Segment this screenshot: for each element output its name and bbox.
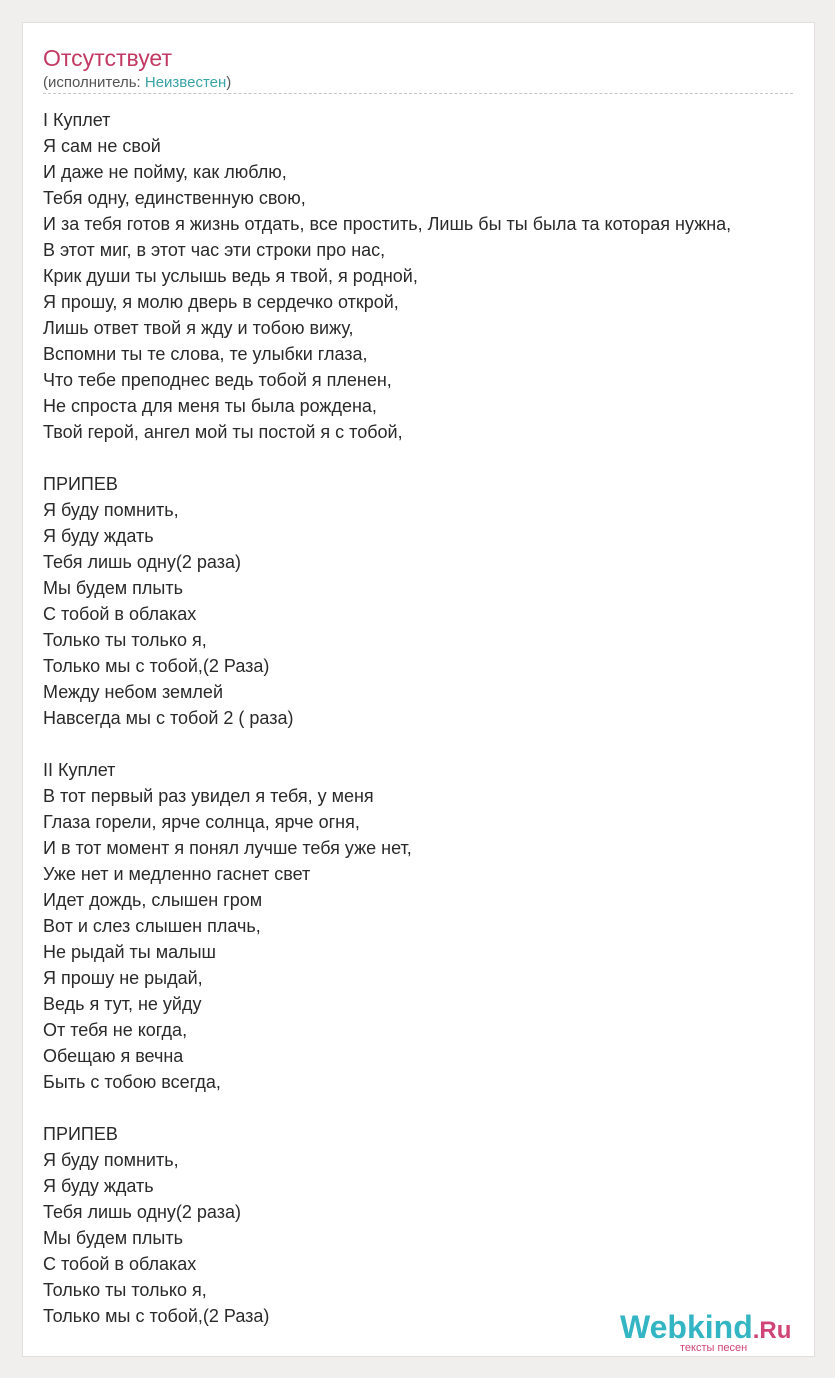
lyric-line: Я сам не свой bbox=[43, 136, 161, 156]
lyric-line: ПРИПЕВ bbox=[43, 474, 118, 494]
lyric-line: Между небом землей bbox=[43, 682, 223, 702]
lyric-line: Только мы с тобой,(2 Раза) bbox=[43, 1306, 270, 1326]
lyric-line bbox=[43, 1095, 815, 1121]
lyric-line: Мы будем плыть bbox=[43, 1228, 183, 1248]
artist-link[interactable]: Неизвестен bbox=[144, 74, 227, 91]
lyric-line: Я прошу, я молю дверь в сердечко открой, bbox=[43, 292, 399, 312]
logo-tagline: тексты песен bbox=[680, 1342, 748, 1354]
lyric-line bbox=[43, 445, 815, 471]
lyric-line: Только мы с тобой,(2 Раза) bbox=[43, 656, 270, 676]
title-divider bbox=[43, 93, 793, 94]
lyric-line: Не рыдай ты малыш bbox=[43, 942, 216, 962]
lyric-line: Не спроста для меня ты была рождена, bbox=[43, 396, 377, 416]
lyric-line: Ведь я тут, не уйду bbox=[43, 994, 202, 1014]
lyric-line: Я буду помнить, bbox=[43, 1150, 179, 1170]
lyric-line: Что тебе преподнес ведь тобой я пленен, bbox=[43, 370, 392, 390]
lyric-line: ПРИПЕВ bbox=[43, 1124, 118, 1144]
lyrics-text bbox=[43, 107, 815, 1329]
lyric-line: С тобой в облаках bbox=[43, 1254, 197, 1274]
lyric-line: В тот первый раз увидел я тебя, у меня bbox=[43, 786, 374, 806]
artist-prefix: (исполнитель: bbox=[43, 74, 145, 91]
lyric-line: II Куплет bbox=[43, 760, 116, 780]
lyric-line: Я прошу не рыдай, bbox=[43, 968, 203, 988]
lyric-line: Вспомни ты те слова, те улыбки глаза, bbox=[43, 344, 368, 364]
lyric-line: В этот миг, в этот час эти строки про нас, bbox=[43, 240, 386, 260]
logo-suffix-text: .Ru bbox=[752, 1317, 792, 1344]
lyric-line: Идет дождь, слышен гром bbox=[43, 890, 263, 910]
lyric-line: Тебя одну, единственную свою, bbox=[43, 188, 306, 208]
lyric-line: I Куплет bbox=[43, 110, 111, 130]
lyric-line: От тебя не когда, bbox=[43, 1020, 188, 1040]
artist-line bbox=[43, 74, 231, 92]
lyric-line: Обещаю я вечна bbox=[43, 1046, 184, 1066]
lyric-line: С тобой в облаках bbox=[43, 604, 197, 624]
lyrics-card bbox=[22, 22, 815, 1357]
lyric-line: Лишь ответ твой я жду и тобою вижу, bbox=[43, 318, 354, 338]
lyric-line: Только ты только я, bbox=[43, 630, 207, 650]
site-logo[interactable] bbox=[620, 1309, 810, 1353]
lyric-line: Вот и слез слышен плачь, bbox=[43, 916, 261, 936]
song-title: Отсутствует bbox=[43, 45, 172, 71]
lyric-line: Твой герой, ангел мой ты постой я с тобой, bbox=[43, 422, 403, 442]
lyric-line: И в тот момент я понял лучше тебя уже нет, bbox=[43, 838, 412, 858]
lyric-line: И за тебя готов я жизнь отдать, все простить, Лишь бы ты была та которая нужна, bbox=[43, 214, 732, 234]
lyric-line: Уже нет и медленно гаснет свет bbox=[43, 864, 311, 884]
lyric-line: Я буду ждать bbox=[43, 1176, 154, 1196]
logo-main-text: Webkind bbox=[620, 1309, 753, 1345]
lyric-line: Только ты только я, bbox=[43, 1280, 207, 1300]
lyric-line: Глаза горели, ярче солнца, ярче огня, bbox=[43, 812, 360, 832]
lyric-line: Я буду ждать bbox=[43, 526, 154, 546]
lyric-line: Тебя лишь одну(2 раза) bbox=[43, 552, 241, 572]
lyric-line: Навсегда мы с тобой 2 ( раза) bbox=[43, 708, 294, 728]
lyric-line: Крик души ты услышь ведь я твой, я родной, bbox=[43, 266, 418, 286]
lyric-line: Я буду помнить, bbox=[43, 500, 179, 520]
lyric-line: Тебя лишь одну(2 раза) bbox=[43, 1202, 241, 1222]
lyric-line: И даже не пойму, как люблю, bbox=[43, 162, 287, 182]
artist-suffix: ) bbox=[226, 74, 232, 91]
lyric-line: Мы будем плыть bbox=[43, 578, 183, 598]
lyric-line: Быть с тобою всегда, bbox=[43, 1072, 221, 1092]
lyric-line bbox=[43, 731, 815, 757]
